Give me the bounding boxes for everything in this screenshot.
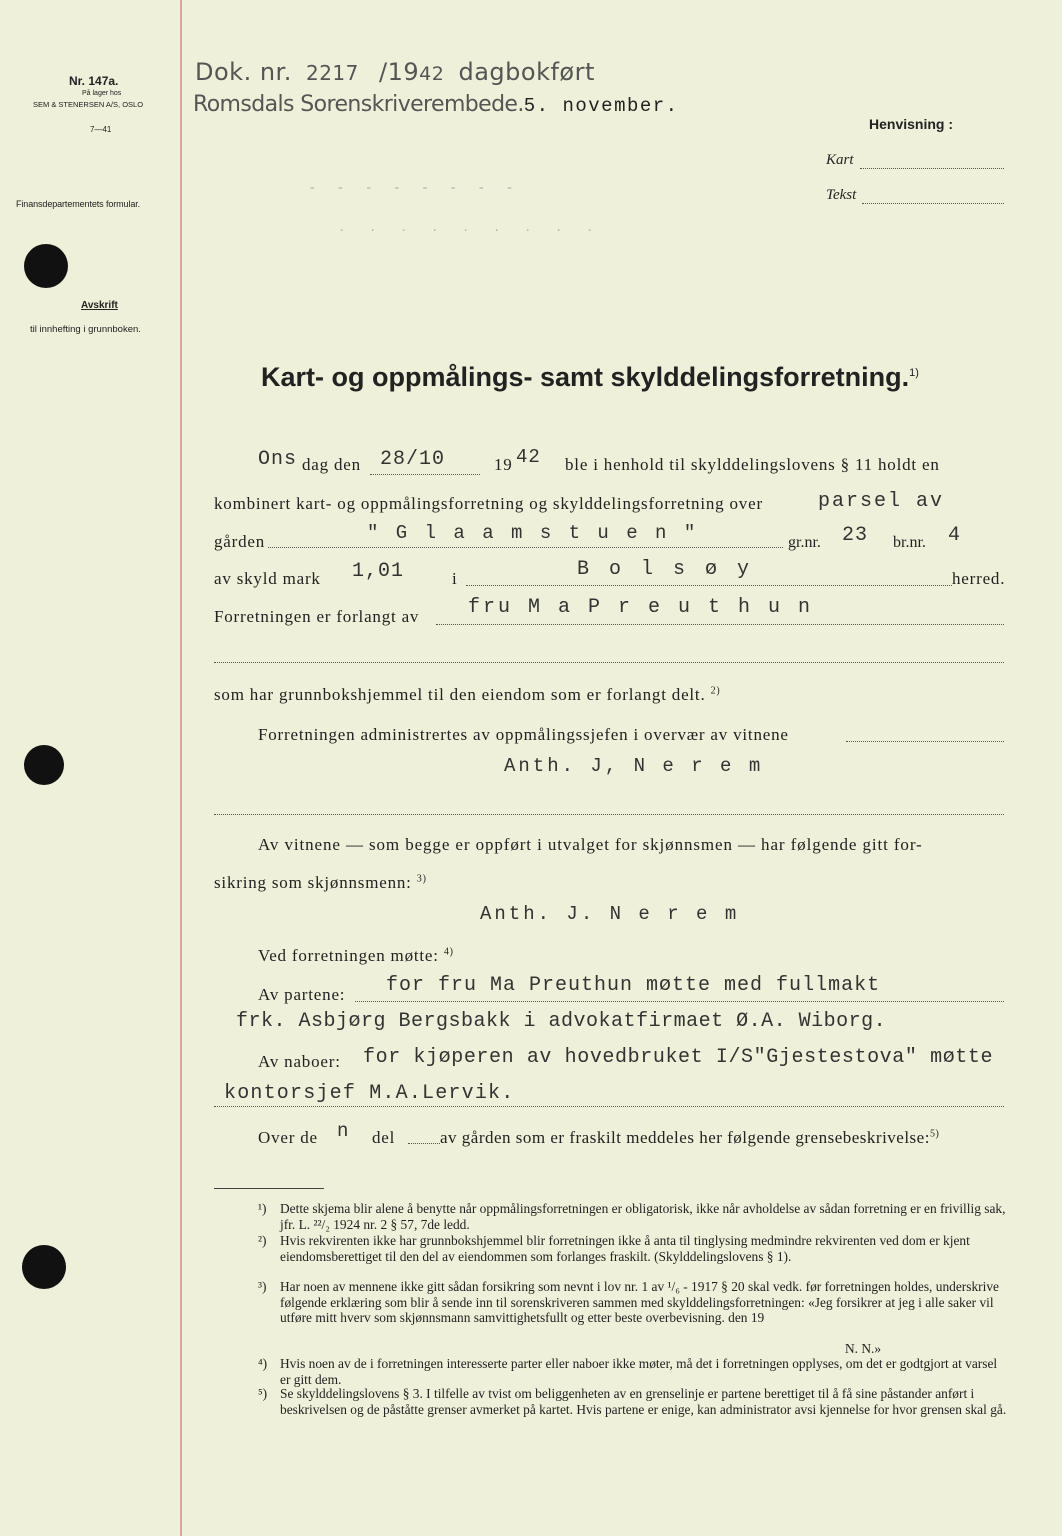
vitner-line2-text: sikring som skjønnsmenn: (214, 873, 412, 892)
footnote-3-num: ³) (258, 1279, 267, 1294)
forlangt-filled: fru M a P r e u t h u n (468, 596, 814, 619)
grense-text (440, 1128, 939, 1148)
margin-rule (180, 0, 182, 1536)
form-date: 7—41 (90, 125, 112, 134)
document-title (261, 362, 919, 393)
footnote-3-text: Har noen av mennene ikke gitt sådan forsikring som nevnt i lov nr. 1 av ¹/₆ - 1917 § 20 skal vedk. før forretningen holdes, underskrive følgende erklæring som blir å sende inn til sorenskriveren sammen med skylddelingsforretningen: «Jeg forsikrer at jeg i alle saker vil utføre mitt hverv som skjønnsmann samvittighetsfullt og etter beste overbevisning. den 19 (280, 1279, 999, 1325)
punch-hole-middle (24, 745, 64, 785)
stamp-doc-prefix: Dok. nr. (195, 58, 292, 86)
line1-rest: ble i henhold til skylddelingslovens § 11 holdt en (565, 455, 940, 474)
title-footnote-ref: 1) (909, 367, 919, 379)
forlangt-field-2 (214, 662, 1004, 663)
footnote-2 (258, 1233, 1010, 1279)
skjonn-filled: Anth. J. N e r e m (480, 903, 740, 925)
punch-hole-bottom (22, 1245, 66, 1289)
naboer-filled1: for kjøperen av hovedbruket I/S"Gjestestova" møtte (363, 1046, 994, 1069)
dag-den-label: dag den (302, 455, 361, 474)
line2-text: kombinert kart- og oppmålingsforretning og skylddelingsforretning over (214, 494, 763, 513)
henvisning-heading: Henvisning : (869, 116, 954, 132)
vitner-line1: Av vitnene — som begge er oppført i utvalget for skjønnsmen — har følgende gitt for- (258, 835, 923, 854)
footnote-5-num: ⁵) (258, 1386, 268, 1401)
vitner-ref: 3) (416, 873, 427, 885)
grense-ref: 5) (929, 1128, 940, 1140)
document-title-text: Kart- og oppmålings- samt skylddelingsforretning. (261, 362, 910, 392)
footnote-5-text: Se skylddelingslovens § 3. I tilfelle av tvist om beliggenheten av en grenselinje er partene berettiget til å få sine påstander anført i beskrivelsen og de påståtte grenser avmerket på kartet. Hvis partene er enige, kan administrator avsi kjennelse for hvor grensen skal gå. (280, 1386, 1007, 1417)
motte-text (258, 946, 454, 966)
motte-ref: 4) (443, 946, 454, 958)
grunnbok-text (214, 685, 721, 705)
over-label: Over de (258, 1128, 318, 1147)
footnote-separator (214, 1188, 324, 1189)
herred-filled: B o l s ø y (577, 558, 754, 581)
partene-label: Av partene: (258, 985, 346, 1004)
date-field (370, 474, 480, 475)
year-prefix: 19 (494, 455, 513, 474)
partene-filled2: frk. Asbjørg Bergsbakk i advokatfirmaet Ø.A. Wiborg. (236, 1010, 887, 1033)
tekst-field[interactable] (862, 203, 1004, 204)
footnote-3 (258, 1279, 1010, 1341)
vitne-field (214, 814, 1004, 815)
grnr-label: gr.nr. (788, 534, 821, 551)
footnote-1 (258, 1201, 1010, 1233)
i-label: i (452, 569, 458, 588)
footnote-4-num: ⁴) (258, 1356, 268, 1371)
motte-text-body: Ved forretningen møtte: (258, 946, 439, 965)
faint-marks-2: . . . . . . . . . (340, 220, 604, 235)
grense-text-body: av gården som er fraskilt meddeles her følgende grensebeskrivelse: (440, 1128, 930, 1147)
form-number: Nr. 147a. (69, 74, 119, 88)
brnr-label: br.nr. (893, 534, 926, 551)
footnote-4-text: Hvis noen av de i forretningen interesserte parter eller naboer ikke møter, må det i forretningen opplyses, om det er godtgjort at varsel er gitt dem. (280, 1356, 998, 1387)
punch-hole-top (24, 244, 68, 288)
herred-label: herred. (952, 569, 1006, 588)
kart-field[interactable] (860, 168, 1004, 169)
del-field (408, 1143, 440, 1144)
stamp-doc-number: 2217 (305, 61, 359, 85)
skyld-filled: 1,01 (352, 560, 405, 583)
kart-label: Kart (826, 152, 854, 168)
grnr-filled: 23 (842, 524, 869, 547)
tekst-label: Tekst (826, 187, 857, 203)
footnote-3-signature-text: N. N.» (845, 1341, 882, 1356)
day-filled: Ons (258, 448, 298, 471)
vitne-filled: Anth. J, N e r e m (504, 755, 764, 777)
admin-field (846, 741, 1004, 742)
forlangt-label: Forretningen er forlangt av (214, 607, 420, 626)
partene-field (355, 1001, 1004, 1002)
footnote-4 (258, 1356, 1010, 1388)
skyld-label: av skyld mark (214, 569, 321, 588)
admin-text: Forretningen administrertes av oppmålingssjefen i overvær av vitnene (258, 725, 789, 744)
office-stamp (193, 92, 679, 117)
footnote-5 (258, 1386, 1010, 1448)
footnote-3-signature (845, 1341, 881, 1357)
doc-number-stamp (195, 58, 595, 86)
naboer-filled2: kontorsjef M.A.Lervik. (224, 1082, 515, 1105)
vitner-line2 (214, 873, 427, 893)
garden-field (268, 547, 783, 548)
avskrift-label: Avskrift (81, 300, 118, 311)
faint-marks: - - - - - - - - (310, 180, 522, 195)
publisher-line2: SEM & STENERSEN A/S, OSLO (33, 100, 144, 109)
stamp-year-prefix: /19 (379, 58, 420, 86)
footnote-2-text: Hvis rekvirenten ikke har grunnbokshjemmel blir forretningen ikke å anta til tinglysing medmindre rekvirenten ved dom er kjent eiendomsberettiget til den del av eiendommen som forlanges fraskilt. (Skylddelingslovens § 1). (280, 1233, 970, 1264)
forlangt-field (436, 624, 1004, 625)
herred-field (466, 585, 952, 586)
footnote-2-num: ²) (258, 1233, 267, 1248)
garden-filled: " G l a a m s t u e n " (367, 522, 699, 544)
over-filled: n (337, 1120, 350, 1142)
partene-filled1: for fru Ma Preuthun møtte med fullmakt (386, 974, 881, 997)
line2-filled: parsel av (818, 490, 945, 513)
stamp-date: 5. november. (523, 95, 679, 117)
footnote-1-num: ¹) (258, 1201, 267, 1216)
brnr-filled: 4 (948, 524, 962, 547)
department-label: Finansdepartementets formular. (16, 199, 141, 209)
garden-label: gården (214, 532, 266, 551)
avskrift-note: til innhefting i grunnboken. (30, 324, 141, 335)
stamp-office: Romsdals Sorenskriverembede. (193, 92, 524, 117)
naboer-label: Av naboer: (258, 1052, 341, 1071)
stamp-dagbokfort: dagbokført (458, 58, 595, 86)
footnote-1-text: Dette skjema blir alene å benytte når oppmålingsforretningen er obligatorisk, ikke når avholdelse av sådan forretning er en frivillig sak, jfr. L. ²²/₂ 1924 nr. 2 § 57, 7de ledd. (280, 1201, 1006, 1232)
date-filled: 28/10 (380, 448, 446, 471)
del-label: del (372, 1128, 396, 1147)
grunnbok-ref: 2) (710, 685, 721, 697)
publisher-line1: På lager hos (82, 90, 122, 97)
year-filled: 42 (516, 446, 541, 468)
grunnbok-text-body: som har grunnbokshjemmel til den eiendom som er forlangt delt. (214, 685, 706, 704)
stamp-year-suffix: 42 (419, 63, 445, 85)
naboer-field (214, 1106, 1004, 1107)
